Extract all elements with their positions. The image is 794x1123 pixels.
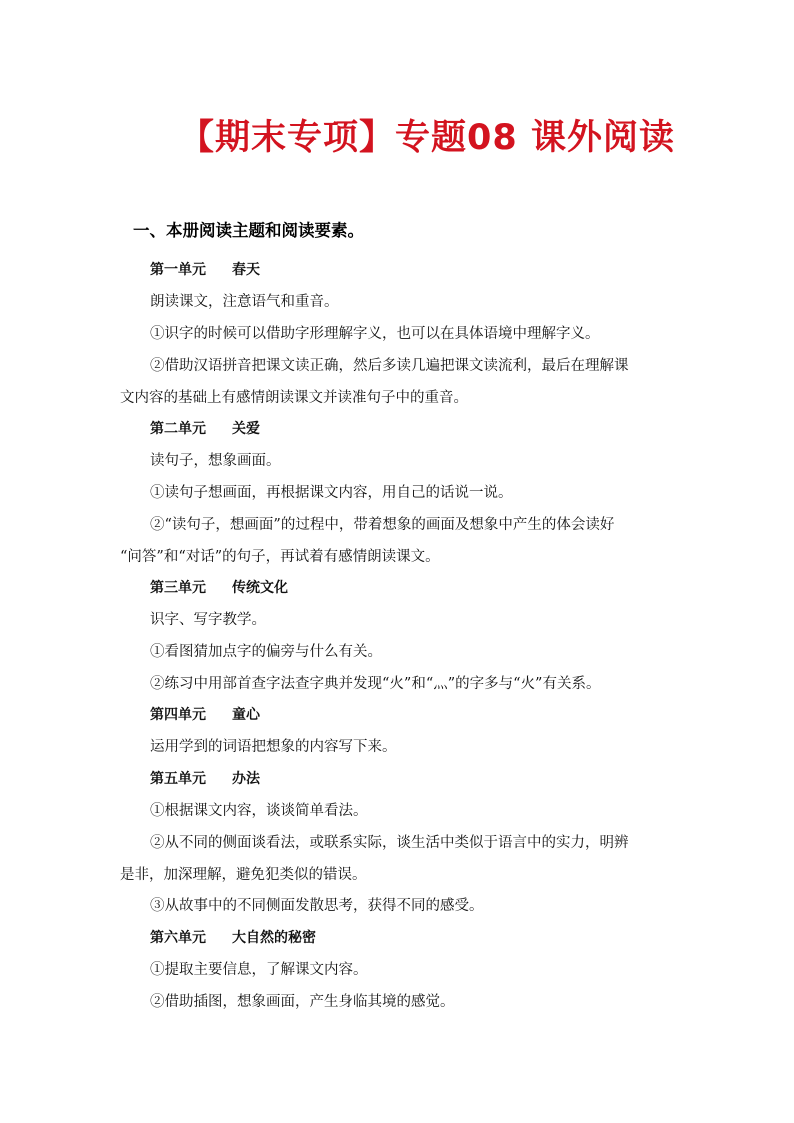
unit-topic: 童心 — [232, 707, 260, 723]
body-line: ②借助插图，想象画面，产生身临其境的感觉。 — [150, 994, 455, 1010]
body-line: ①提取主要信息，了解课文内容。 — [150, 962, 368, 978]
body-line: ②从不同的侧面谈看法，或联系实际，谈生活中类似于语言中的实力，明辨 — [150, 835, 629, 851]
unit-label: 第五单元 — [150, 771, 206, 787]
unit-heading-2 — [150, 413, 690, 445]
unit-label: 第四单元 — [150, 707, 206, 723]
body-line: ②“读句子，想画面”的过程中，带着想象的画面及想象中产生的体会读好 — [150, 517, 615, 533]
body-line: 识字、写字教学。 — [150, 612, 266, 628]
body-line: ①看图猜加点字的偏旁与什么有关。 — [150, 644, 382, 660]
unit-heading-6 — [150, 922, 690, 954]
section-heading: 一、本册阅读主题和阅读要素。 — [133, 221, 364, 240]
unit-label: 第二单元 — [150, 421, 206, 437]
unit-heading-4 — [150, 699, 690, 731]
body-line: ②借助汉语拼音把课文读正确，然后多读几遍把课文读流利，最后在理解课 — [150, 358, 629, 374]
unit-label: 第一单元 — [150, 262, 206, 278]
page-title: 【期末专项】专题08 课外阅读 — [179, 118, 675, 158]
unit-topic: 关爱 — [232, 421, 260, 437]
unit-topic: 传统文化 — [232, 580, 288, 596]
unit-label: 第三单元 — [150, 580, 206, 596]
unit-heading-1 — [150, 254, 690, 286]
body-line: 是非，加深理解，避免犯类似的错误。 — [120, 867, 367, 883]
body-line: ①识字的时候可以借助字形理解字义，也可以在具体语境中理解字义。 — [150, 326, 600, 342]
unit-heading-3 — [150, 572, 690, 604]
body-line: 运用学到的词语把想象的内容写下来。 — [150, 739, 397, 755]
body-line: 文内容的基础上有感情朗读课文并读准句子中的重音。 — [120, 390, 468, 406]
body-line: “问答”和“对话”的句子，再试着有感情朗读课文。 — [120, 549, 440, 565]
body-line: ①根据课文内容，谈谈简单看法。 — [150, 803, 368, 819]
unit-topic: 办法 — [232, 771, 260, 787]
body-line: 读句子，想象画面。 — [150, 453, 281, 469]
body-line: ③从故事中的不同侧面发散思考，获得不同的感受。 — [150, 898, 484, 914]
body-line: 朗读课文，注意语气和重音。 — [150, 294, 339, 310]
unit-label: 第六单元 — [150, 930, 206, 946]
unit-heading-5 — [150, 763, 690, 795]
body-line: ①读句子想画面，再根据课文内容，用自己的话说一说。 — [150, 485, 513, 501]
unit-topic: 春天 — [232, 262, 260, 278]
unit-topic: 大自然的秘密 — [232, 930, 316, 946]
body-line: ②练习中用部首查字法查字典并发现“火”和“灬”的字多与“火”有关系。 — [150, 676, 601, 692]
